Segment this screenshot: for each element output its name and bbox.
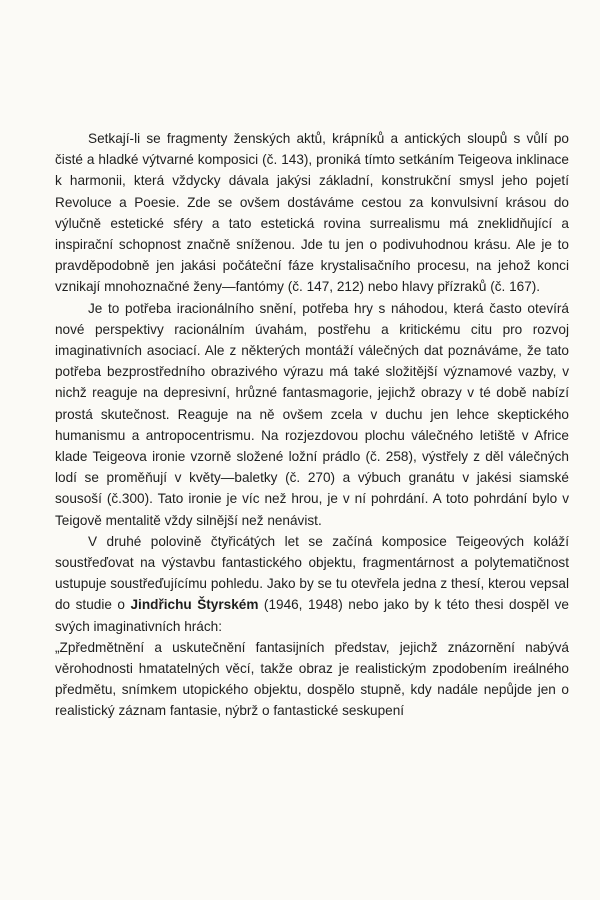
paragraph-2: Je to potřeba iracionálního snění, potřeba hry s náhodou, která často otevírá nové perspektivy racionálním úvahám, postřehu a kritickému citu pro rozvoj imaginativních asociací. Ale z některých montáží válečných dat poznáváme, že tato potřeba bezprostředního obrazivého výrazu má také složitější významové vazby, v nichž reaguje na depresivní, hrůzné fantasmagorie, jejichž obrazy v té době nabízí prostá skutečnost. Reaguje na ně ovšem zcela v duchu jen lehce skeptického humanismu a antropocentrismu. Na rozjezdovou plochu válečného letiště v Africe klade Teigeova ironie vzorně složené ložní prádlo (č. 258), výstřely z děl válečných lodí se proměňují v květy—baletky (č. 270) a výbuch granátu v jakési siamské sousoší (č.300). Tato ironie je víc než hrou, je v ní pohrdání. A toto pohrdání bylo v Teigově mentalitě vždy silnější než nenávist. <box>55 300 569 528</box>
paragraph-3-text-after: (1946, 1948) nebo jako by k této thesi dospěl ve svých imaginativních hrách: <box>55 597 569 634</box>
paragraph-4-quote: „Zpředmětnění a uskutečnění fantasijních představ, jejichž znázornění nabývá věrohodnosti hmatatelných věcí, takže obraz je realistickým zpodobením ireálného předmětu, snímkem utopického objektu, dospělo stupně, kdy nadále nepůjde jen o realistický záznam fantasie, nýbrž o fantastické seskupení <box>55 639 569 719</box>
styrsky-name: Jindřichu Štyrském <box>130 597 259 613</box>
paragraph-3-text-before: V druhé polovině čtyřicátých let se začíná komposice Teigeových koláží soustřeďovat na výstavbu fantastického objektu, fragmentárnost a polytematičnost ustupuje soustřeďujícímu pohledu. Jako by se tu otevřela jedna z thesí, kterou vepsal do studie o <box>55 533 569 613</box>
paragraph-1: Setkají-li se fragmenty ženských aktů, krápníků a antických sloupů s vůlí po čisté a hladké výtvarné komposici (č. 143), proniká tímto setkáním Teigeova inklinace k harmonii, která vždycky dávala jakýsi základní, konstrukční smysl jeho pojetí Revoluce a Poesie. Zde se ovšem dostáváme cestou za konvulsivní krásou do výlučně estetické sféry a tato estetická rovina surrealismu má zneklidňující a inspirační schopnost značně sníženou. Jde tu jen o podivuhodnou krásu. Ale je to pravděpodobně jen jakási počáteční fáze krystalisačního procesu, na jehož konci vznikají mnohoznačné ženy—fantómy (č. 147, 212) nebo hlavy přízraků (č. 167). <box>55 131 569 295</box>
paragraph-3 <box>55 531 569 637</box>
body-text <box>55 128 569 722</box>
